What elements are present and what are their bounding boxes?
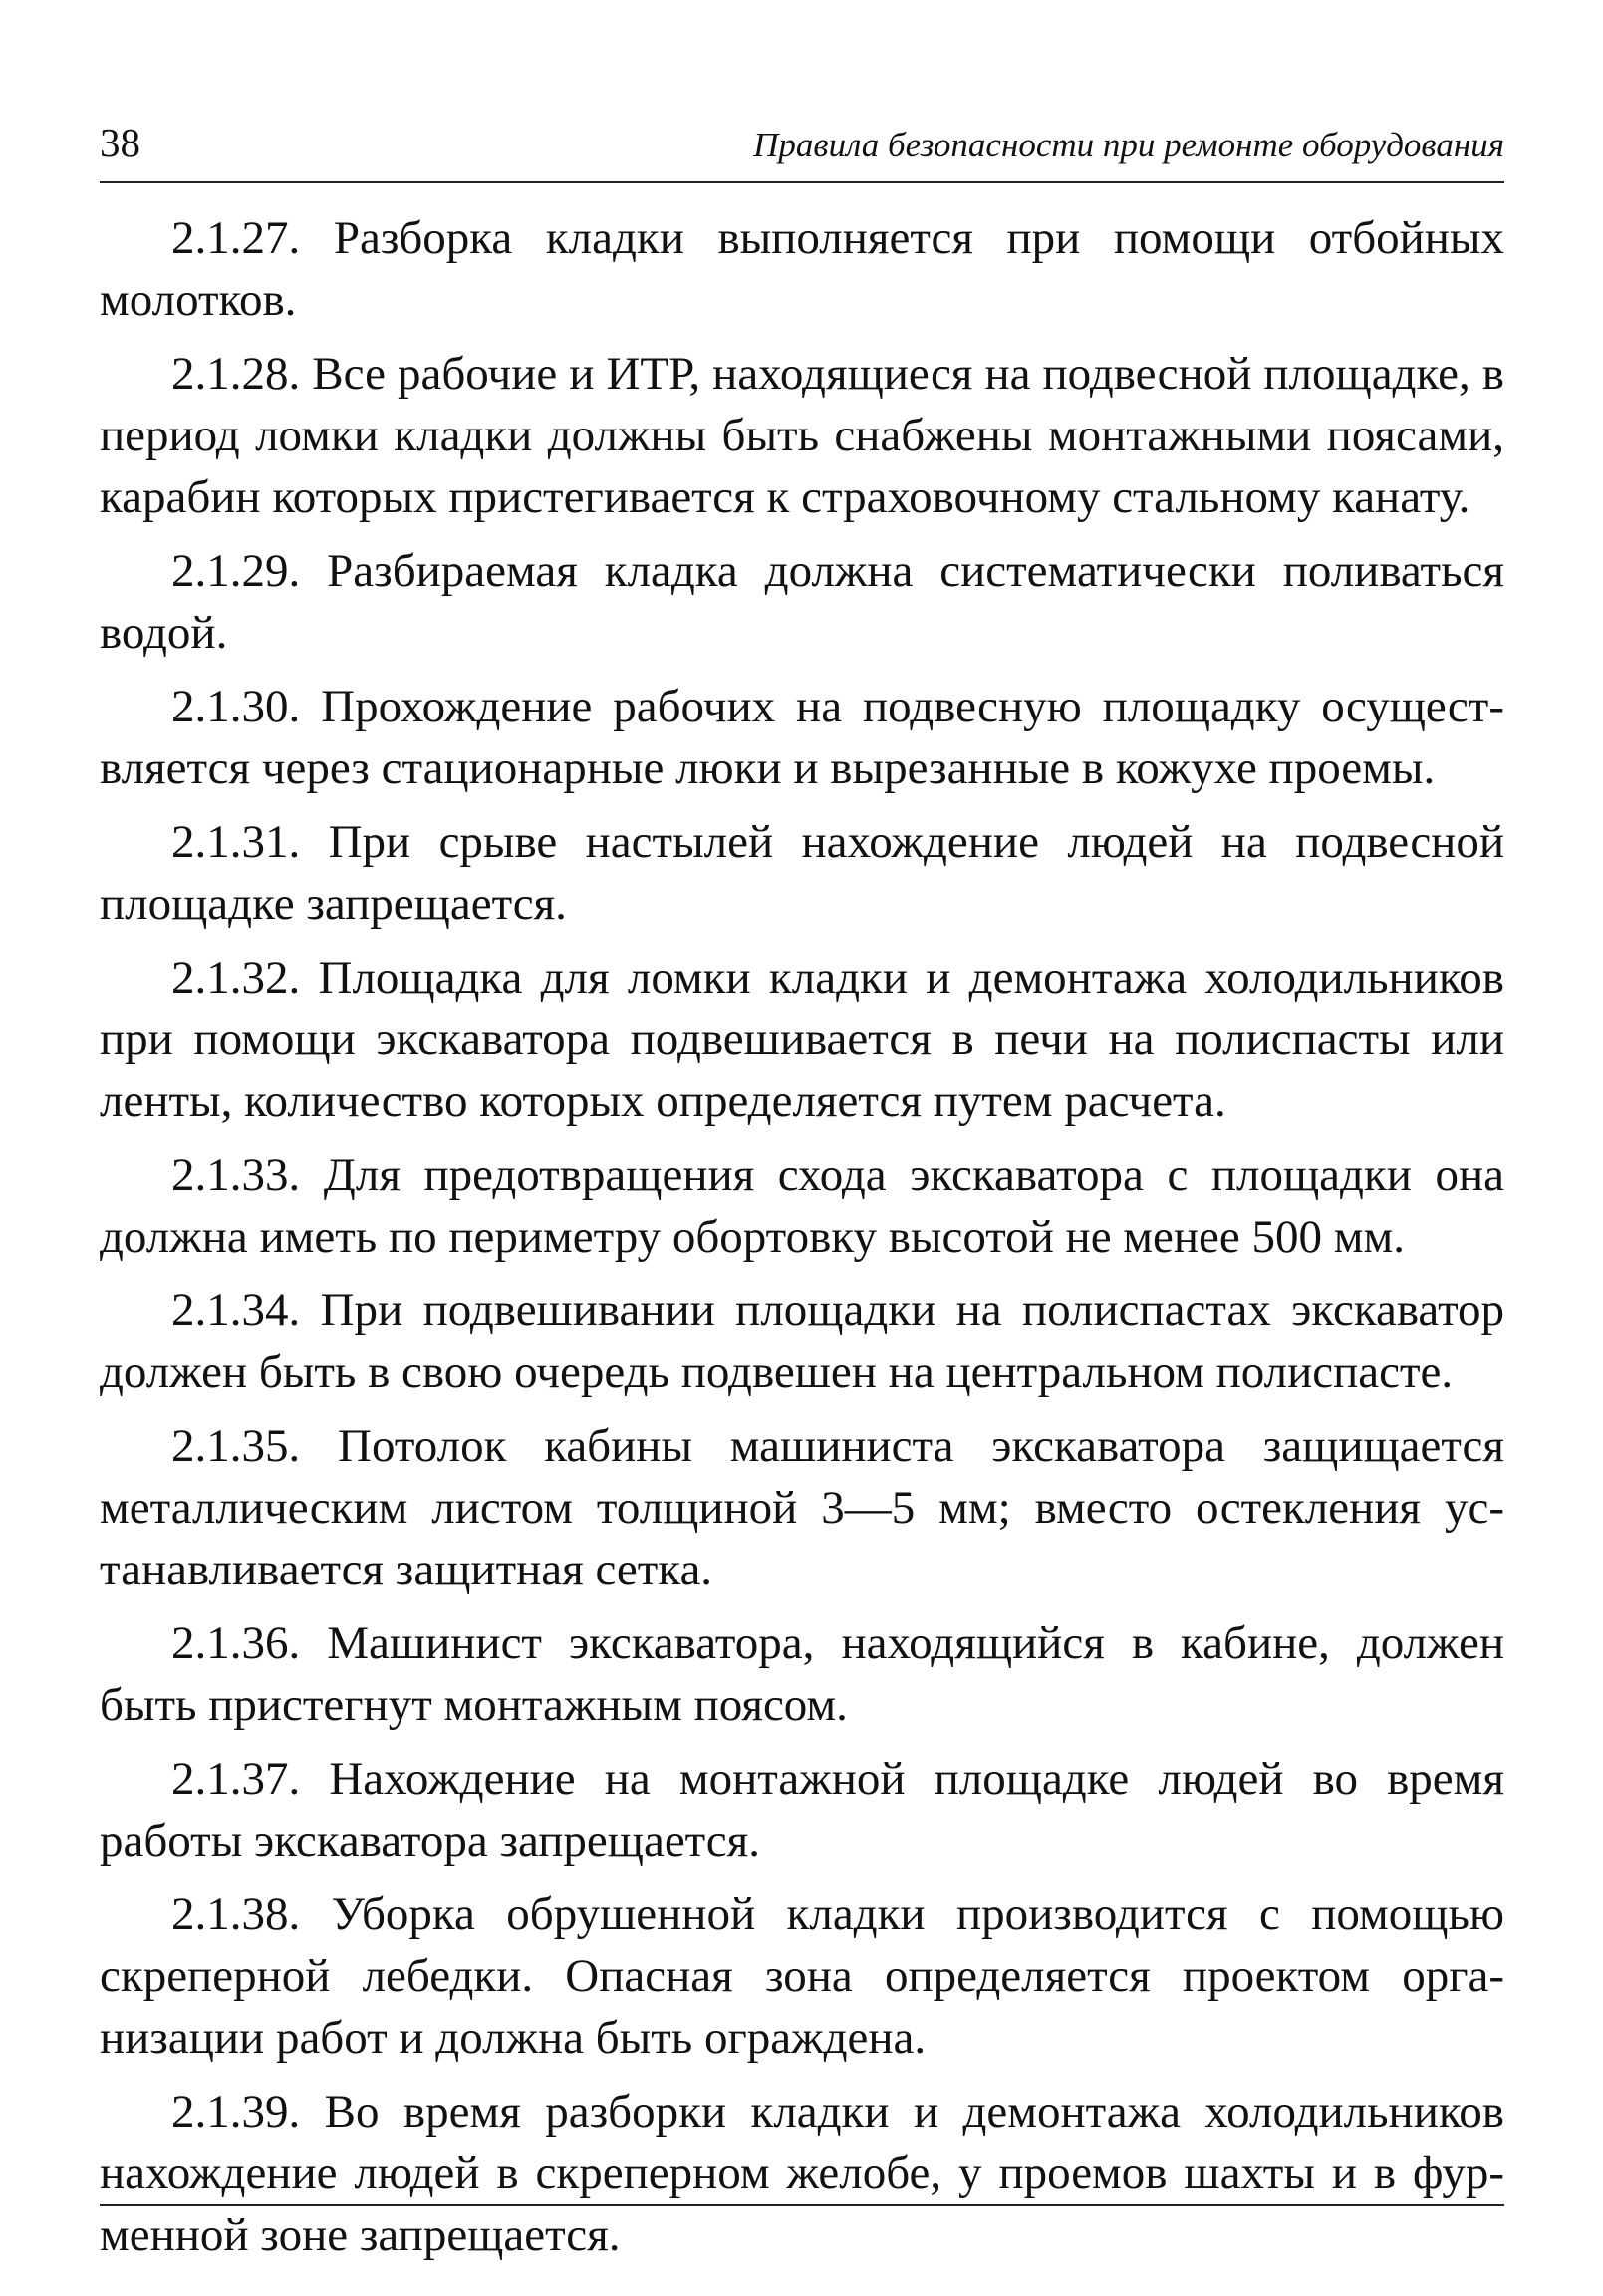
paragraph-2-1-32: 2.1.32. Площадка для ломки кладки и демонтажа холодильников при помощи экскаватора подвешивается в печи на полиспасты или ленты, количество которых определяется путем расчета.	[100, 952, 1504, 1127]
paragraph-2-1-39: 2.1.39. Во время разборки кладки и демонтажа холодильников нахождение людей в скреперном желобе, у проемов шахты и в фурменной зоне запрещается.	[100, 2086, 1504, 2261]
paragraph-2-1-29: 2.1.29. Разбираемая кладка должна систематически поливаться водой.	[100, 545, 1504, 659]
bottom-rule	[100, 2204, 1504, 2206]
page-header	[100, 118, 1504, 183]
paragraph-2-1-28: 2.1.28. Все рабочие и ИТР, находящиеся на подвесной площадке, в период ломки кладки должны быть снабжены монтажными поясами, карабин которых пристегивается к страховочному стальному канату.	[100, 348, 1504, 523]
paragraph-2-1-33: 2.1.33. Для предотвращения схода экскаватора с площадки она должна иметь по периметру обортовку высотой не менее 500 мм.	[100, 1149, 1504, 1263]
body-text	[100, 207, 1504, 2266]
paragraph-2-1-27: 2.1.27. Разборка кладки выполняется при помощи отбойных молотков.	[100, 212, 1504, 326]
paragraph-2-1-36: 2.1.36. Машинист экскаватора, находящийся в кабине, должен быть пристегнут монтажным поясом.	[100, 1617, 1504, 1731]
paragraph-2-1-30: 2.1.30. Прохождение рабочих на подвесную площадку осуществляется через стационарные люки и вырезанные в кожухе проемы.	[100, 681, 1504, 794]
paragraph-2-1-37: 2.1.37. Нахождение на монтажной площадке людей во время работы экскаватора запрещается.	[100, 1753, 1504, 1866]
paragraph-2-1-35: 2.1.35. Потолок кабины машиниста экскаватора защищается металлическим листом толщиной 3—5 мм; вместо остекления устанавливается защитная сетка.	[100, 1420, 1504, 1595]
paragraph-2-1-34: 2.1.34. При подвешивании площадки на полиспастах экскаватор должен быть в свою очередь подвешен на центральном полиспасте.	[100, 1285, 1504, 1398]
page-number: 38	[100, 120, 140, 165]
document-page	[100, 118, 1504, 2278]
paragraph-2-1-31: 2.1.31. При срыве настылей нахождение людей на подвесной площадке запрещается.	[100, 816, 1504, 930]
paragraph-2-1-38: 2.1.38. Уборка обрушенной кладки производится с помощью скреперной лебедки. Опасная зона определяется проектом организации работ и должна быть ограждена.	[100, 1888, 1504, 2064]
running-title: Правила безопасности при ремонте оборудования	[753, 126, 1504, 164]
